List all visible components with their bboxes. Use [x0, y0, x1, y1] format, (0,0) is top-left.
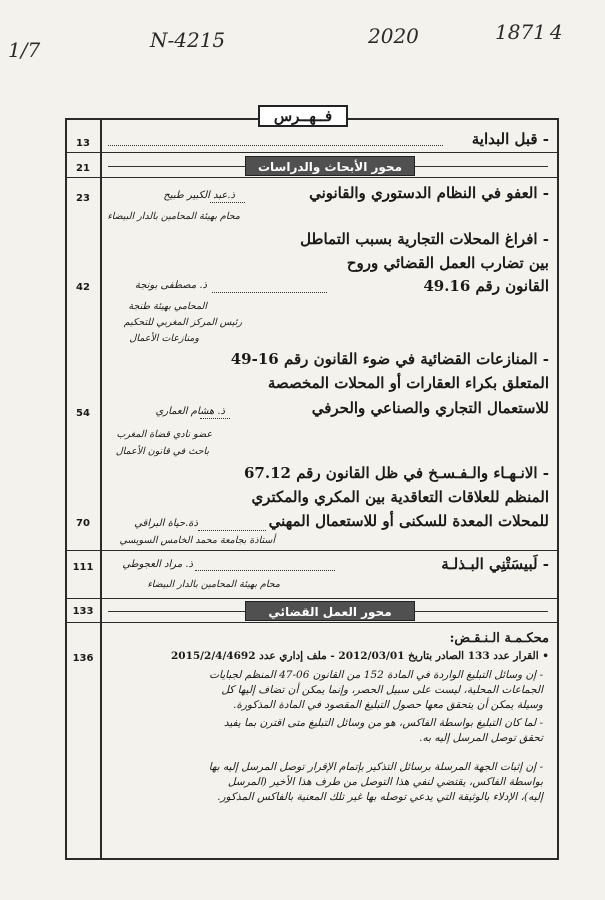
page-number: 13 [76, 138, 90, 149]
section-banner-judicial: محور العمل القضائي [245, 601, 415, 621]
handwritten-code: N-4215 [150, 28, 226, 52]
point-line: - إن إثبات الجهة المرسلة برسائل التذكير بإتمام الإقرار توصل المرسل إليه بها [208, 761, 543, 773]
entry-title: - لَبيسَتْنِي البـذلـة [441, 555, 549, 573]
page-number: 111 [72, 562, 94, 573]
handwritten-number: 1871 4 [495, 20, 563, 44]
page-title: فــهــرس [258, 105, 348, 127]
page-number: 133 [72, 606, 94, 617]
row-divider [66, 550, 558, 551]
dot-leader [200, 418, 230, 419]
decision-text: القرار عدد 133 الصادر بتاريخ 2012/03/01 - ملف إداري عدد 2015/2/4/4692 [170, 650, 539, 662]
dot-leader [210, 202, 245, 203]
entry-title-line: القانون رقم 49.16 [423, 277, 549, 295]
point-line: الجماعات المحلية، ليست على سبيل الحصر، وإنما يمكن أن تضاف إليها كل [221, 684, 543, 696]
court-point-2 [103, 716, 543, 746]
point-line: بواسطة الفاكس، يقتضي لنفي هذا التوصل من طرف هذا الأخير (المرسل [227, 776, 543, 788]
page-number: 136 [72, 653, 94, 664]
court-point-3 [103, 760, 543, 805]
entry-title-line: بين تضارب العمل القضائي وروح [346, 254, 549, 272]
author-affiliation: المحامي بهيئة طنجة [128, 301, 207, 312]
entry-title-line: المتعلق بكراء العقارات أو المحلات المخصصة [267, 374, 549, 392]
entry-title-line: المنظم للعلاقات التعاقدية بين المكري والمكتري [251, 488, 549, 506]
author-affiliation: محام بهيئة المحامين بالدار البيضاء [147, 579, 280, 590]
entry-author: ذ. مصطفى بونجة [134, 280, 207, 291]
entry-author: ذ. هشام العماري [155, 406, 225, 417]
entry-author: ذ. مراد العجوطي [122, 559, 193, 570]
point-line: تحقق توصل المرسل إليه به. [419, 732, 543, 744]
page-number: 70 [76, 518, 90, 529]
point-line: وسيلة يمكن أن يتحقق معها حصول التبليغ المقصود في المادة المذكورة. [232, 699, 543, 711]
author-affiliation: محام بهيئة المحامين بالدار البيضاء [107, 211, 240, 222]
dot-leader [195, 570, 335, 571]
row-divider [66, 177, 558, 178]
decision-reference [109, 648, 549, 664]
handwritten-page-fraction: 1/7 [8, 38, 41, 62]
author-affiliation: عضو نادي قضاة المغرب [116, 429, 212, 440]
entry-title-line: - افراغ المحلات التجارية بسبب التماطل [300, 230, 549, 248]
entry-title-line: للمحلات المعدة للسكنى أو للاستعمال المهني [268, 512, 549, 530]
dot-leader [108, 145, 443, 146]
page-number: 54 [76, 408, 90, 419]
point-line: - إن وسائل التبليغ الواردة في المادة 152 من القانون 06-47 المنظم لجبايات [209, 669, 543, 681]
bullet: • [542, 650, 549, 662]
court-heading: محكـمـة الـنـقـض: [449, 631, 549, 646]
dot-leader [212, 292, 327, 293]
page-column-divider [100, 118, 102, 860]
author-affiliation: ومنازعات الأعمال [129, 333, 199, 344]
entry-title-line: - المنازعات القضائية في ضوء القانون رقم 16-49 [230, 350, 549, 368]
page-number: 21 [76, 163, 90, 174]
entry-title: - العفو في النظام الدستوري والقانوني [309, 184, 549, 202]
entry-author: ذ.عبد الكبير طبيح [163, 190, 235, 201]
point-line: إليه)، الإدلاء بالوثيقة التي يدعي توصله بها غير تلك المعنية بالفاكس المذكور. [217, 791, 543, 803]
section-banner-research: محور الأبحاث والدراسات [245, 156, 415, 176]
row-divider [66, 622, 558, 623]
entry-title: - قبل البداية [471, 130, 549, 148]
author-affiliation: رئيس المركز المغربي للتحكيم [123, 317, 242, 328]
page-number: 23 [76, 193, 90, 204]
dot-leader [198, 530, 266, 531]
author-affiliation: أستاذة بجامعة محمد الخامس السويسي [119, 535, 275, 546]
entry-author: ذة.حياة البراقي [134, 518, 198, 529]
entry-title-line: للاستعمال التجاري والصناعي والحرفي [311, 399, 549, 417]
author-affiliation: باحث في قانون الأعمال [115, 446, 209, 457]
point-line: - لما كان التبليغ بواسطة الفاكس، هو من وسائل التبليغ متى اقترن بما يفيد [223, 717, 543, 729]
row-divider [66, 598, 558, 599]
entry-title-line: - الانـهـاء والـفـسـخ في ظل القانون رقم 67.12 [243, 464, 549, 482]
page-number: 42 [76, 282, 90, 293]
row-divider [66, 152, 558, 153]
handwritten-year: 2020 [368, 24, 419, 48]
court-point-1 [103, 668, 543, 713]
